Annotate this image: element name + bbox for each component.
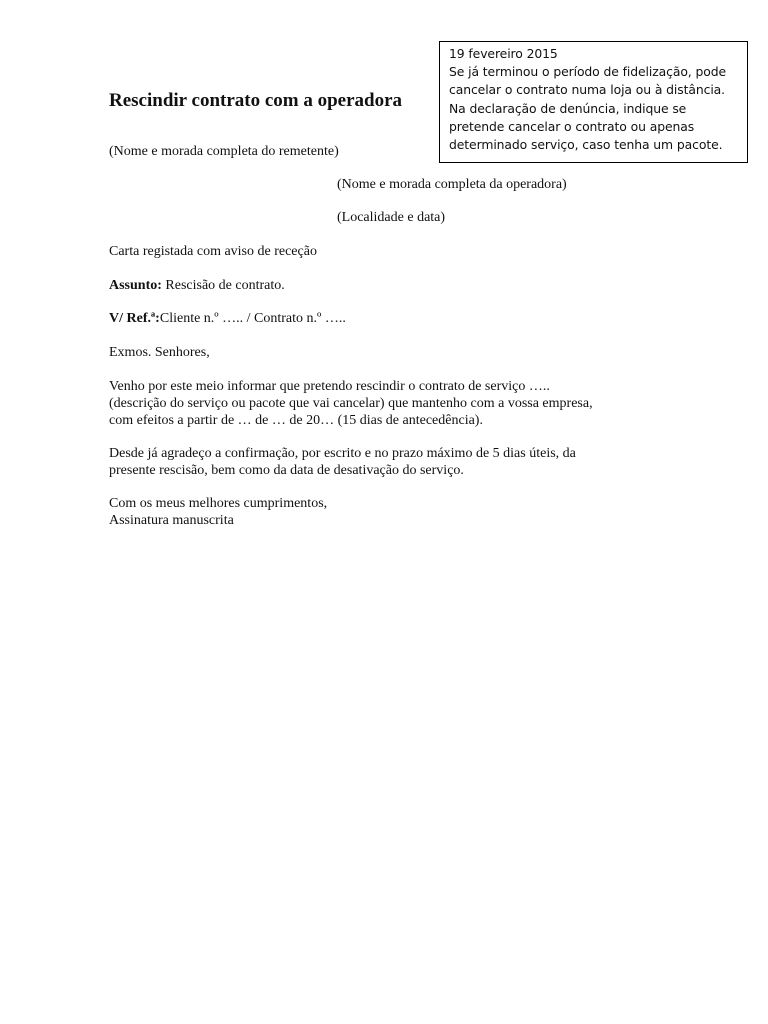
subject-line (109, 278, 285, 294)
place-date-placeholder: (Localidade e data) (337, 210, 446, 225)
body-line: Desde já agradeço a confirmação, por escrito e no prazo máximo de 5 dias úteis, da (109, 446, 576, 461)
signature-placeholder: Assinatura manuscrita (109, 513, 234, 528)
note-line: determinado serviço, caso tenha um pacote. (449, 137, 723, 153)
recipient-placeholder: (Nome e morada completa da operadora) (337, 177, 567, 192)
body-line: presente rescisão, bem como da data de desativação do serviço. (109, 463, 464, 478)
sender-placeholder: (Nome e morada completa do remetente) (109, 144, 339, 159)
closing-block (109, 495, 327, 529)
salutation: Exmos. Senhores, (109, 345, 210, 360)
subject-label: Assunto: (109, 278, 162, 293)
body-line: Venho por este meio informar que pretendo rescindir o contrato de serviço ….. (109, 379, 550, 394)
note-line: cancelar o contrato numa loja ou à distância. (449, 82, 726, 98)
note-line: Na declaração de denúncia, indique se (449, 100, 687, 116)
note-line: pretende cancelar o contrato ou apenas (449, 118, 695, 134)
reference-label: V/ Ref.ª: (109, 311, 160, 326)
info-note-box (439, 41, 748, 163)
body-paragraph-1 (109, 378, 593, 429)
subject-text: Rescisão de contrato. (161, 278, 285, 293)
letter-title: Rescindir contrato com a operadora (109, 90, 403, 111)
note-line: Se já terminou o período de fidelização, pode (449, 64, 727, 80)
body-line: com efeitos a partir de … de … de 20… (15 dias de antecedência). (109, 413, 483, 428)
reference-text: Cliente n.º ….. / Contrato n.º ….. (159, 311, 346, 326)
delivery-method: Carta registada com aviso de receção (109, 244, 317, 259)
body-line: (descrição do serviço ou pacote que vai cancelar) que mantenho com a vossa empresa, (109, 396, 593, 411)
closing: Com os meus melhores cumprimentos, (109, 496, 328, 511)
body-paragraph-2 (109, 445, 576, 479)
note-date: 19 fevereiro 2015 (449, 46, 558, 61)
reference-line (109, 311, 346, 327)
